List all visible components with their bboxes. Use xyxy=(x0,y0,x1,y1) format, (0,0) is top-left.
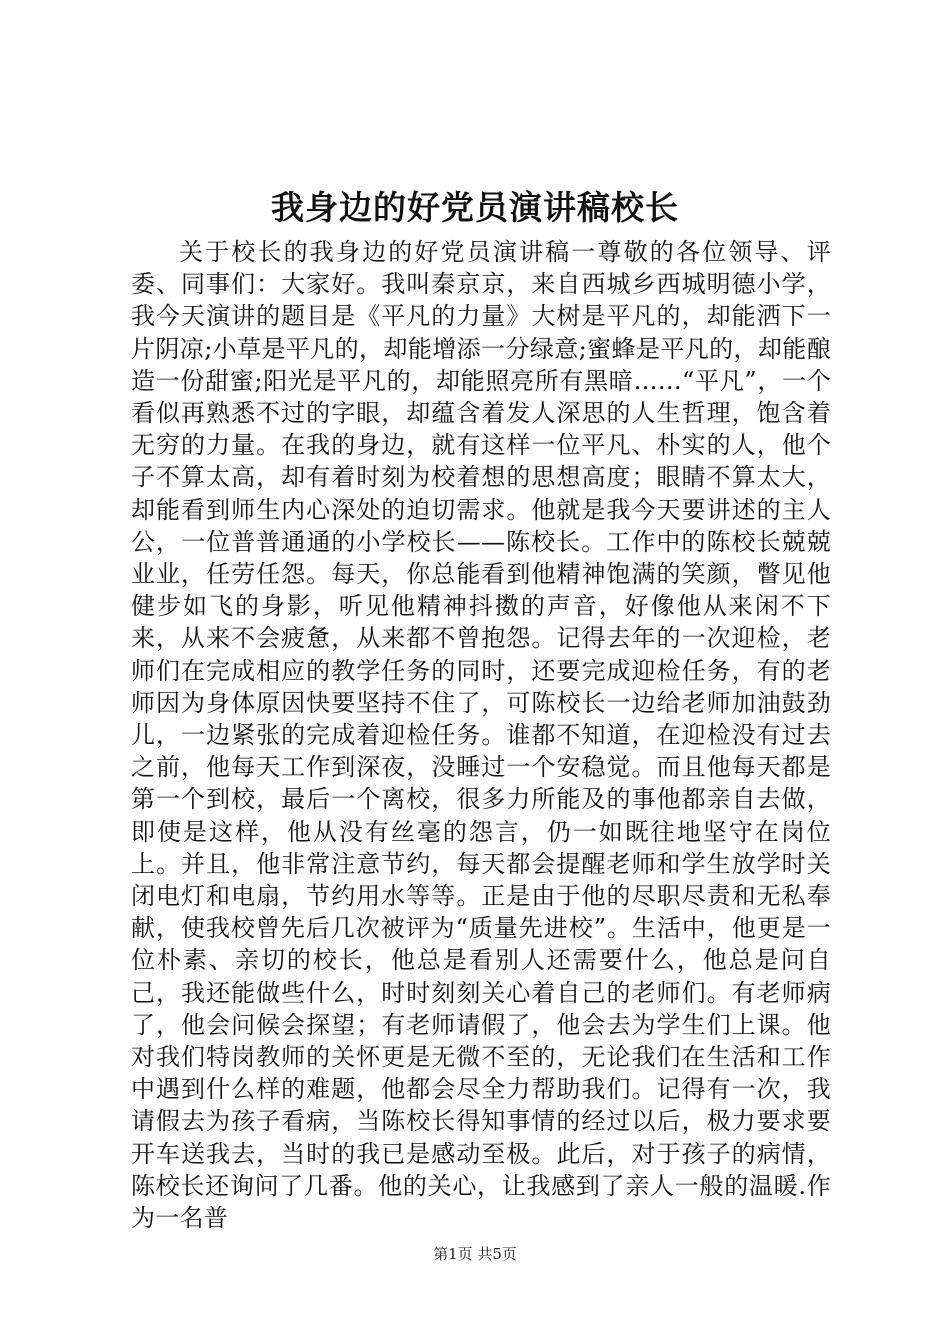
document-title: 我身边的好党员演讲稿校长 xyxy=(271,188,679,227)
page-footer: 第1页 共5页 xyxy=(433,1245,517,1263)
document-body: 关于校长的我身边的好党员演讲稿一尊敬的各位领导、评委、同事们：大家好。我叫秦京京，来自西城乡西城明德小学，我今天演讲的题目是《平凡的力量》大树是平凡的，却能洒下一片阴凉;小草是平凡的，却能增添一分绿意;蜜蜂是平凡的，却能酿造一份甜蜜;阳光是平凡的，却能照亮所有黑暗……“平凡”，一个看似再熟悉不过的字眼，却蕴含着发人深思的人生哲理，饱含着无穷的力量。在我的身边，就有这样一位平凡、朴实的人，他个子不算太高，却有着时刻为校着想的思想高度；眼睛不算太大，却能看到师生内心深处的迫切需求。他就是我今天要讲述的主人公，一位普普通通的小学校长——陈校长。工作中的陈校长兢兢业业，任劳任怨。每天，你总能看到他精神饱满的笑颜，瞥见他健步如飞的身影，听见他精神抖擞的声音，好像他从来闲不下来，从来不会疲惫，从来都不曾抱怨。记得去年的一次迎检，老师们在完成相应的教学任务的同时，还要完成迎检任务，有的老师因为身体原因快要坚持不住了，可陈校长一边给老师加油鼓劲儿，一边紧张的完成着迎检任务。谁都不知道，在迎检没有过去之前，他每天工作到深夜，没睡过一个安稳觉。而且他每天都是第一个到校，最后一个离校，很多力所能及的事他都亲自去做，即使是这样，他从没有丝毫的怨言，仍一如既往地坚守在岗位上。并且，他非常注意节约，每天都会提醒老师和学生放学时关闭电灯和电扇，节约用水等等。正是由于他的尽职尽责和无私奉献，使我校曾先后几次被评为“质量先进校”。生活中，他更是一位朴素、亲切的校长，他总是看别人还需要什么，他总是问自己，我还能做些什么，时时刻刻关心着自己的老师们。有老师病了，他会问候会探望；有老师请假了，他会去为学生们上课。他对我们特岗教师的关怀更是无微不至的，无论我们在生活和工作中遇到什么样的难题，他都会尽全力帮助我们。记得有一次，我请假去为孩子看病，当陈校长得知事情的经过以后，极力要求要开车送我去，当时的我已是感动至极。此后，对于孩子的病情，陈校长还询问了几番。他的关心，让我感到了亲人一般的温暖.作为一名普 xyxy=(131,238,831,1233)
